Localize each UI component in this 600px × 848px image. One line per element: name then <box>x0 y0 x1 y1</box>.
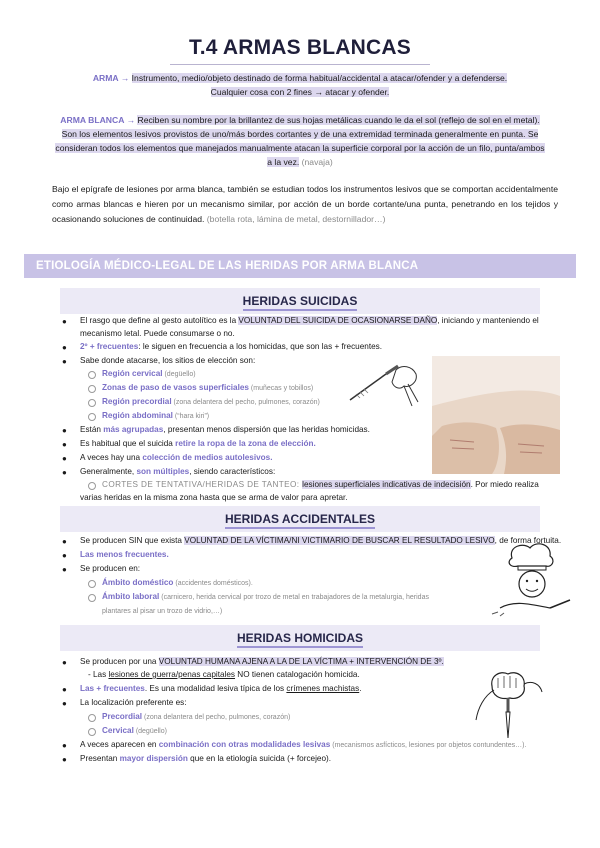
suicidas-item-6: A veces hay una colección de medios autolesivos. <box>80 453 273 462</box>
arma-term: ARMA <box>92 73 119 83</box>
bullet-icon: ● <box>62 357 67 366</box>
arma-blanca-text: Reciben su nombre por la brillantez de sus hojas metálicas cuando le da el sol (reflejo de sol en el metal). Son los elementos lesivos provistos de uno/más bordes cortantes y de una extremidad terminada generalmente en punta. Se consideran todos los elementos que manejados manualmente atacan la superficie corporal por la acción de un filo, punta/ambos a la vez. <box>55 115 545 167</box>
bullet-icon: ● <box>62 537 67 546</box>
accidentales-item-1: Se producen SIN que exista VOLUNTAD DE LA VÍCTIMA/NI VICTIMARIO DE BUSCAR EL RESULTADO LESIVO, de forma fortuita. <box>80 536 562 545</box>
page-title: T.4 ARMAS BLANCAS <box>189 36 411 59</box>
bullet-icon: ● <box>62 551 67 560</box>
bullet-icon: ● <box>62 468 67 477</box>
homicidas-item-2: Las + frecuentes. Es una modalidad lesiva típica de los crímenes machistas. <box>80 684 362 693</box>
localizacion-item: Cervical (degüello) <box>102 726 167 735</box>
suicidas-item-7: Generalmente, son múltiples, siendo característicos: <box>80 467 276 476</box>
cortes-item: CORTES DE TENTATIVA/HERIDAS DE TANTEO: lesiones superficiales indicativas de indecisión. Por miedo realiza <box>102 480 539 489</box>
localizacion-item: Precordial (zona delantera del pecho, pulmones, corazón) <box>102 712 291 721</box>
accidentales-item-2: Las menos frecuentes. <box>80 550 169 559</box>
bullet-icon: ● <box>62 317 67 326</box>
title-divider <box>170 64 430 65</box>
arma-blanca-definition: ARMA BLANCA → Reciben su nombre por la brillantez de sus hojas metálicas cuando le da el sol (reflejo de sol en el metal). Son los elementos lesivos provistos de uno/más bordes cortantes y de una extremidad terminada generalmente en punta. Se consideran todos los elementos que manejados manualmente atacan la superficie corporal por la acción de un filo, punta/ambos a la vez. (navaja) <box>55 115 545 167</box>
chef-illustration <box>490 540 574 620</box>
suicidas-item-2: 2º + frecuentes: le siguen en frecuencia a los homicidas, que son las + frecuentes. <box>80 342 383 351</box>
arma-definition: ARMA → Instrumento, medio/objeto destinado de forma habitual/accidental a atacar/ofender y a defenderse. Cualquier cosa con 2 fines → atacar y ofender. <box>92 73 508 97</box>
arma-line2: Cualquier cosa con 2 fines → atacar y ofender. <box>210 87 390 97</box>
circle-bullet-icon <box>88 594 96 602</box>
bullet-icon: ● <box>62 565 67 574</box>
suicidas-item-4: Están más agrupadas, presentan menos dispersión que las heridas homicidas. <box>80 425 370 434</box>
ambito-item: Ámbito laboral (carnicero, herida cervical por trozo de metal en trabajadores de la metalurgia, heridas plantares al pisar un trozo de vidrio,…) <box>102 592 429 615</box>
heading-homicidas: HERIDAS HOMICIDAS <box>60 625 540 651</box>
bullet-icon: ● <box>62 755 67 764</box>
site-item: Región cervical (degüello) <box>102 369 196 378</box>
bullet-icon: ● <box>62 699 67 708</box>
circle-bullet-icon <box>88 385 96 393</box>
homicidas-subnote: - Las lesiones de guerra/penas capitales NO tienen catalogación homicida. <box>88 670 360 679</box>
bullet-icon: ● <box>62 454 67 463</box>
site-item: Región precordial (zona delantera del pecho, pulmones, corazón) <box>102 397 320 406</box>
circle-bullet-icon <box>88 371 96 379</box>
circle-bullet-icon <box>88 580 96 588</box>
bullet-icon: ● <box>62 685 67 694</box>
heading-suicidas: HERIDAS SUICIDAS <box>60 288 540 314</box>
suicidas-item-5: Es habitual que el suicida retire la ropa de la zona de elección. <box>80 439 316 448</box>
circle-bullet-icon <box>88 714 96 722</box>
heading-accidentales: HERIDAS ACCIDENTALES <box>60 506 540 532</box>
bullet-icon: ● <box>62 741 67 750</box>
homicidas-item-1: Se producen por una VOLUNTAD HUMANA AJENA A LA DE LA VÍCTIMA + INTERVENCIÓN DE 3º. <box>80 657 444 666</box>
bullet-icon: ● <box>62 426 67 435</box>
fist-knife-illustration <box>472 656 548 740</box>
homicidas-item-4: A veces aparecen en combinación con otras modalidades lesivas (mecanismos asfícticos, lesiones por objetos contundentes…). <box>80 740 527 749</box>
arma-text: Instrumento, medio/objeto destinado de forma habitual/accidental a atacar/ofender y a defenderse. <box>131 73 508 83</box>
homicidas-item-5: Presentan mayor dispersión que en la etiología suicida (+ forcejeo). <box>80 754 332 763</box>
intro-paragraph: Bajo el epígrafe de lesiones por arma blanca, también se estudian todos los instrumentos lesivos que se comportan accidentalmente como armas blancas e hieren por un mecanismo similar, por acción de un borde cortante/una punta, penetrando en los tejidos y ocasionando soluciones de continuidad. (botella rota, lámina de metal, destornillador…) <box>52 184 558 224</box>
bullet-icon: ● <box>62 440 67 449</box>
homicidas-item-3: La localización preferente es: <box>80 698 187 707</box>
suicidas-item-3: Sabe donde atacarse, los sitios de elección son: <box>80 356 256 365</box>
wrist-cuts-photo <box>432 356 560 474</box>
accidentales-item-3: Se producen en: <box>80 564 141 573</box>
site-item: Zonas de paso de vasos superficiales (muñecas y tobillos) <box>102 383 314 392</box>
hand-knife-illustration <box>346 356 424 414</box>
ambito-item: Ámbito doméstico (accidentes domésticos). <box>102 578 253 587</box>
circle-bullet-icon <box>88 728 96 736</box>
arma-blanca-term: ARMA BLANCA <box>60 115 125 125</box>
circle-bullet-icon <box>88 399 96 407</box>
bullet-icon: ● <box>62 658 67 667</box>
section-band: ETIOLOGÍA MÉDICO-LEGAL DE LAS HERIDAS POR ARMA BLANCA <box>24 254 576 278</box>
circle-bullet-icon <box>88 482 96 490</box>
cortes-item-cont: varias heridas en la misma zona hasta que se arma de valor para apretar. <box>80 493 348 502</box>
bullet-icon: ● <box>62 343 67 352</box>
suicidas-item-1: El rasgo que define al gesto autolítico es la VOLUNTAD DEL SUICIDA DE OCASIONARSE DAÑO, iniciando y manteniendo el mecanismo letal. Puede consumarse o no. <box>80 316 539 338</box>
circle-bullet-icon <box>88 413 96 421</box>
site-item: Región abdominal (“hara kiri”) <box>102 411 210 420</box>
